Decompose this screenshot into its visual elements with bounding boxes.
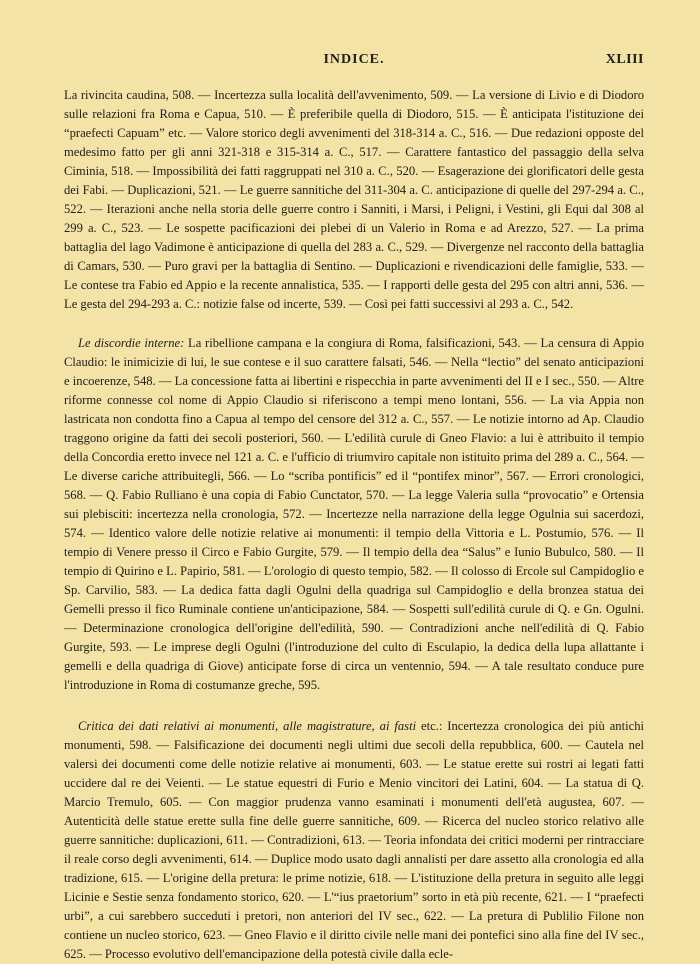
index-section-3 [64,717,644,964]
section-2-lead: Le discordie interne: [78,336,185,350]
index-paragraph-1 [64,86,644,314]
index-section-2 [64,334,644,695]
index-paragraph-2 [64,334,644,695]
index-paragraph-3 [64,717,644,964]
section-1-text: La rivincita caudina, 508. — Incertezza sulla località dell'avvenimento, 509. — La versione di Livio e di Diodoro sulle relazioni fra Roma e Capua, 510. — È preferibile quella di Diodoro, 515. — È anticipata l'istituzione dei “praefecti Capuam” etc. — Valore storico degli avvenimenti del 318-314 a. C., 516. — Due redazioni opposte del medesimo fatto per gli anni 321-318 e 315-314 a. C., 517. — Carattere fantastico del passaggio della selva Ciminia, 518. — Impossibilità dei fatti raggruppati nel 310 a. C., 520. — Esagerazione dei glorificatori delle gesta dei Fabi. — Duplicazioni, 521. — Le guerre sannitiche del 311-304 a. C. anticipazione di quelle del 297-294 a. C., 522. — Iterazioni anche nella storia delle guerre contro i Sanniti, i Marsi, i Peligni, i Vestini, gli Equi dal 308 al 299 a. C., 523. — Le sospette pacificazioni dei plebei di un Valerio in Roma e ad Arezzo, 527. — La prima battaglia del lago Vadimone è anticipazione di quella del 283 a. C., 529. — Divergenze nel racconto della battaglia di Camars, 530. — Puro gravi per la battaglia di Sentino. — Duplicazioni e rivendicazioni delle famiglie, 533. — Le contese tra Fabio ed Appio e la recente annalistica, 535. — I rapporti delle gesta del 295 con altri anni, 536. — Le gesta del 294-293 a. C.: notizie false od incerte, 539. — Così pei fatti successivi al 293 a. C., 542. [64,88,644,311]
section-2-text: La ribellione campana e la congiura di Roma, falsificazioni, 543. — La censura di Appio Claudio: le inimicizie di lui, le sue contese e il suo carattere falsati, 546. — Nella “lectio” del senato anticipazioni e incoerenze, 548. — La concessione fatta ai libertini e rispecchia in parte avvenimenti del II e I sec., 550. — Altre riforme connesse col nome di Appio Claudio si riferiscono a tempi meno lontani, 556. — La via Appia non lastricata non condotta fino a Capua al tempo del censore del 312 a. C., 557. — Le notizie intorno ad Ap. Claudio traggono origine da fatti dei secoli posteriori, 560. — L'edilità curule di Gneo Flavio: a lui è attribuito il tempio della Concordia eretto invece nel 121 a. C. e l'ufficio di triumviro capitale non istituito prima del 289 a. C., 564. — Le diverse cariche attribuitegli, 566. — Lo “scriba pontificis” ed il “pontifex minor”, 567. — Errori cronologici, 568. — Q. Fabio Rulliano è una copia di Fabio Cunctator, 570. — La legge Valeria sulla “provocatio” e Ortensia sui plebisciti: incertezza nella cronologia, 572. — Incertezze nella narrazione della legge Ogulnia sui sacerdozi, 574. — Identico valore delle notizie relative ai monumenti: il tempio della Vittoria e L. Postumio, 576. — Il tempio di Venere presso il Circo e Fabio Gurgite, 579. — Il tempio della dea “Salus” e Iunio Bubulco, 580. — Il tempio di Quirino e L. Papirio, 581. — L'orologio di questo tempio, 582. — Il colosso di Ercole sul Campidoglio e Sp. Carvilio, 583. — La dedica fatta dagli Ogulni della quadriga sul Campidoglio e della bronzea statua dei Gemelli presso il fico Ruminale contiene un'anticipazione, 584. — Sospetti sull'edilità curule di Q. e Gn. Ogulni. — Determinazione cronologica dell'origine dell'edilità, 590. — Contradizioni anche nell'edilità di Q. Fabio Gurgite, 593. — Le imprese degli Ogulni (l'introduzione del culto di Esculapio, la dedica della lupa allattante i gemelli e della quadriga di Giove) anticipate forse di circa un ventennio, 594. — A tale resultato conduce pure l'introduzione in Roma di costumanze greche, 595. [64,336,644,692]
section-3-lead: Critica dei dati relativi ai monumenti, alle magistrature, ai fasti [78,719,417,733]
index-content [64,86,644,964]
section-3-text: etc.: Incertezza cronologica dei più antichi monumenti, 598. — Falsificazione dei documenti negli ultimi due secoli della repubblica, 600. — Cautela nel valersi dei documenti come delle notizie relative ai monumenti, 603. — Le statue erette sui rostri ai legati fatti uccidere dal re dei Veienti. — Le statue equestri di Furio e Menio vincitori dei Latini, 604. — La statua di Q. Marcio Tremulo, 605. — Con maggior prudenza vanno esaminati i monumenti dell'età augustea, 607. — Autenticità delle statue erette sulla fine delle guerre sannitiche, 609. — Ricerca del nucleo storico relativo alle guerre sannitiche: duplicazioni, 611. — Contradizioni, 613. — Teoria infondata dei critici moderni per rintracciare il reale corso degli avvenimenti, 614. — Duplice modo usato dagli annalisti per dare assetto alla cronologia ed alla tradizione, 615. — L'origine della pretura: le prime notizie, 618. — L'istituzione della pretura in seguito alle leggi Licinie e Sestie senza fondamento storico, 620. — L'“ius praetorium” sorto in età più recente, 621. — I “praefecti urbi”, a cui sarebbero succeduti i pretori, non anteriori del IV sec., 622. — La pretura di Publilio Filone non contiene un nucleo storico, 623. — Gneo Flavio e il diritto civile nelle mani dei pontefici sino alla fine del IV sec., 625. — Processo evolutivo dell'emancipazione della potestà civile dalla ecle- [64,719,644,961]
running-title: INDICE. [323,52,385,67]
running-head [64,52,644,72]
page-number: XLIII [605,52,644,67]
index-section-1 [64,86,644,314]
